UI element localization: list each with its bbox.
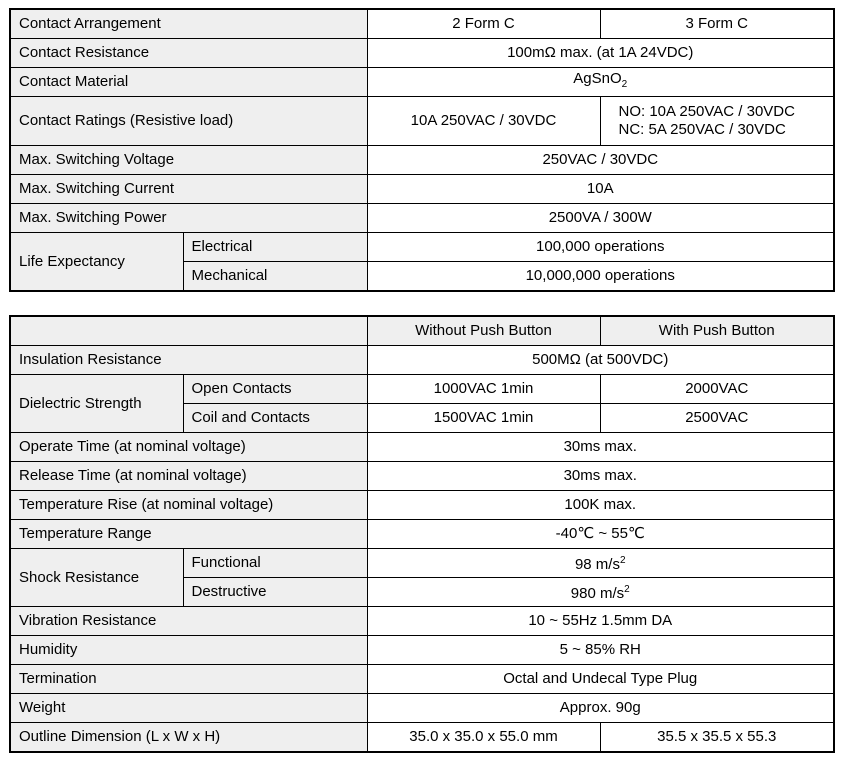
life-expectancy-label: Life Expectancy (10, 233, 183, 292)
header-without-push-button: Without Push Button (367, 316, 600, 346)
table-row (10, 549, 834, 578)
table-row (10, 175, 834, 204)
temperature-range-value: -40℃ ~ 55℃ (367, 520, 834, 549)
life-mechanical-label: Mechanical (183, 262, 367, 292)
contact-material-subscript: 2 (621, 79, 628, 90)
release-time-label: Release Time (at nominal voltage) (10, 462, 367, 491)
table-row (10, 233, 834, 262)
table-row (10, 433, 834, 462)
table-row (10, 491, 834, 520)
table-row (10, 665, 834, 694)
shock-functional-number: 98 m/s (574, 556, 620, 573)
table-row (10, 520, 834, 549)
header-with-push-button: With Push Button (600, 316, 834, 346)
table-row (10, 462, 834, 491)
termination-value: Octal and Undecal Type Plug (367, 665, 834, 694)
table-row (10, 68, 834, 97)
contact-arrangement-label: Contact Arrangement (10, 9, 367, 39)
outline-dimension-label: Outline Dimension (L x W x H) (10, 723, 367, 753)
contact-material-label: Contact Material (10, 68, 367, 97)
max-switching-current-label: Max. Switching Current (10, 175, 367, 204)
shock-destructive-number: 980 m/s (570, 585, 625, 602)
contact-arrangement-2c: 2 Form C (367, 9, 600, 39)
contact-ratings-2c: 10A 250VAC / 30VDC (367, 97, 600, 146)
shock-resistance-label: Shock Resistance (10, 549, 183, 607)
insulation-resistance-label: Insulation Resistance (10, 346, 367, 375)
temperature-rise-label: Temperature Rise (at nominal voltage) (10, 491, 367, 520)
humidity-label: Humidity (10, 636, 367, 665)
contact-ratings-no: NO: 10A 250VAC / 30VDC (618, 103, 795, 120)
table-row (10, 607, 834, 636)
shock-functional-value (367, 549, 834, 578)
coil-contacts-label: Coil and Contacts (183, 404, 367, 433)
max-switching-current-value: 10A (367, 175, 834, 204)
humidity-value: 5 ~ 85% RH (367, 636, 834, 665)
contact-resistance-value: 100mΩ max. (at 1A 24VDC) (367, 39, 834, 68)
life-mechanical-value: 10,000,000 operations (367, 262, 834, 292)
table-row (10, 346, 834, 375)
open-contacts-without-pb: 1000VAC 1min (367, 375, 600, 404)
vibration-resistance-value: 10 ~ 55Hz 1.5mm DA (367, 607, 834, 636)
open-contacts-with-pb: 2000VAC (600, 375, 834, 404)
dielectric-strength-label: Dielectric Strength (10, 375, 183, 433)
table-row (10, 9, 834, 39)
shock-functional-exponent: 2 (619, 555, 626, 566)
table-row (10, 636, 834, 665)
contact-resistance-label: Contact Resistance (10, 39, 367, 68)
table-row (10, 39, 834, 68)
contact-material-formula: AgSnO (573, 70, 622, 87)
temperature-rise-value: 100K max. (367, 491, 834, 520)
shock-destructive-value (367, 578, 834, 607)
contact-spec-table (9, 8, 835, 292)
table-row (10, 375, 834, 404)
outline-dimension-without-pb: 35.0 x 35.0 x 55.0 mm (367, 723, 600, 753)
contact-ratings-nc: NC: 5A 250VAC / 30VDC (618, 121, 786, 138)
coil-contacts-with-pb: 2500VAC (600, 404, 834, 433)
life-electrical-label: Electrical (183, 233, 367, 262)
header-blank-cell (10, 316, 367, 346)
max-switching-voltage-label: Max. Switching Voltage (10, 146, 367, 175)
max-switching-voltage-value: 250VAC / 30VDC (367, 146, 834, 175)
outline-dimension-with-pb: 35.5 x 35.5 x 55.3 (600, 723, 834, 753)
table-row (10, 723, 834, 753)
weight-value: Approx. 90g (367, 694, 834, 723)
operate-time-value: 30ms max. (367, 433, 834, 462)
table-row (10, 694, 834, 723)
contact-arrangement-3c: 3 Form C (600, 9, 834, 39)
insulation-resistance-value: 500MΩ (at 500VDC) (367, 346, 834, 375)
life-electrical-value: 100,000 operations (367, 233, 834, 262)
contact-ratings-3c (600, 97, 834, 146)
contact-material-value (367, 68, 834, 97)
shock-functional-label: Functional (183, 549, 367, 578)
termination-label: Termination (10, 665, 367, 694)
vibration-resistance-label: Vibration Resistance (10, 607, 367, 636)
shock-destructive-label: Destructive (183, 578, 367, 607)
max-switching-power-label: Max. Switching Power (10, 204, 367, 233)
table-row (10, 146, 834, 175)
general-spec-table (9, 315, 835, 753)
operate-time-label: Operate Time (at nominal voltage) (10, 433, 367, 462)
open-contacts-label: Open Contacts (183, 375, 367, 404)
table-header-row (10, 316, 834, 346)
table-row (10, 97, 834, 146)
weight-label: Weight (10, 694, 367, 723)
table-row (10, 204, 834, 233)
temperature-range-label: Temperature Range (10, 520, 367, 549)
shock-destructive-exponent: 2 (624, 584, 630, 595)
max-switching-power-value: 2500VA / 300W (367, 204, 834, 233)
contact-ratings-label: Contact Ratings (Resistive load) (10, 97, 367, 146)
release-time-value: 30ms max. (367, 462, 834, 491)
coil-contacts-without-pb: 1500VAC 1min (367, 404, 600, 433)
